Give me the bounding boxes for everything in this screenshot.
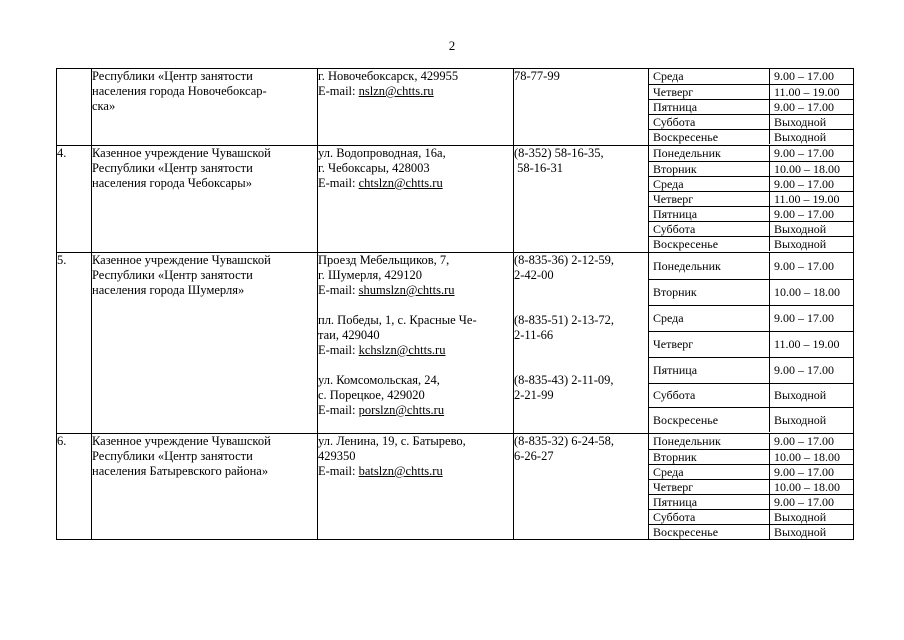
organization-name: Республики «Центр занятости населения города Новочебоксар- ска» (92, 69, 318, 146)
schedule-row: Суббота Выходной (649, 509, 853, 524)
schedule-row: Четверг 11.00 – 19.00 (649, 84, 853, 99)
phone-cell: 78-77-99 (514, 69, 649, 146)
phone-cell: (8-835-32) 6-24-58, 6-26-27 (514, 434, 649, 540)
organization-name: Казенное учреждение Чувашской Республики «Центр занятости населения Батыревского района» (92, 434, 318, 540)
schedule-row: Воскресенье Выходной (649, 407, 853, 432)
schedule-table (649, 434, 853, 539)
page-number: 2 (448, 38, 456, 53)
schedule-row: Четверг 11.00 – 19.00 (649, 191, 853, 206)
row-number: 5. (57, 253, 92, 434)
schedule-cell (649, 69, 854, 146)
address-cell: г. Новочебоксарск, 429955 E-mail: nslzn@chtts.ru (318, 69, 514, 146)
table-row (57, 146, 854, 253)
email-link[interactable]: batslzn@chtts.ru (358, 464, 443, 478)
row-number (57, 69, 92, 146)
email-link[interactable]: shumslzn@chtts.ru (358, 283, 455, 297)
schedule-row: Вторник 10.00 – 18.00 (649, 279, 853, 305)
schedule-row: Понедельник 9.00 – 17.00 (649, 434, 853, 449)
schedule-row: Суббота Выходной (649, 221, 853, 236)
address-cell: Проезд Мебельщиков, 7, г. Шумерля, 429120 E-mail: shumslzn@chtts.ru пл. Победы, 1, с. Красные Че- таи, 429040 E-mail: kchslzn@chtts.ru ул. Комсомольская, 24, с. Порецкое, 429020 E-mail: porslzn@chtts.ru (318, 253, 514, 434)
schedule-row: Четверг 10.00 – 18.00 (649, 479, 853, 494)
schedule-row: Понедельник 9.00 – 17.00 (649, 146, 853, 161)
schedule-row: Пятница 9.00 – 17.00 (649, 357, 853, 383)
email-link[interactable]: kchslzn@chtts.ru (358, 343, 446, 357)
address-cell: ул. Ленина, 19, с. Батырево, 429350 E-mail: batslzn@chtts.ru (318, 434, 514, 540)
schedule-row: Среда 9.00 – 17.00 (649, 464, 853, 479)
phone-cell: (8-352) 58-16-35, 58-16-31 (514, 146, 649, 253)
schedule-row: Воскресенье Выходной (649, 236, 853, 251)
email-link[interactable]: chtslzn@chtts.ru (358, 176, 443, 190)
schedule-table (649, 146, 853, 251)
schedule-row: Вторник 10.00 – 18.00 (649, 161, 853, 176)
table-row (57, 69, 854, 146)
schedule-row: Воскресенье Выходной (649, 129, 853, 144)
organization-name: Казенное учреждение Чувашской Республики «Центр занятости населения города Чебоксары» (92, 146, 318, 253)
schedule-cell (649, 434, 854, 540)
schedule-row: Суббота Выходной (649, 114, 853, 129)
organization-name: Казенное учреждение Чувашской Республики «Центр занятости населения города Шумерля» (92, 253, 318, 434)
schedule-row: Пятница 9.00 – 17.00 (649, 494, 853, 509)
schedule-row: Понедельник 9.00 – 17.00 (649, 253, 853, 279)
row-number: 6. (57, 434, 92, 540)
email-link[interactable]: porslzn@chtts.ru (358, 403, 445, 417)
schedule-row: Вторник 10.00 – 18.00 (649, 449, 853, 464)
row-number: 4. (57, 146, 92, 253)
schedule-row: Пятница 9.00 – 17.00 (649, 99, 853, 114)
table-row (57, 253, 854, 434)
schedule-row: Среда 9.00 – 17.00 (649, 69, 853, 84)
schedule-cell (649, 253, 854, 434)
phone-cell: (8-835-36) 2-12-59, 2-42-00 (8-835-51) 2-13-72, 2-11-66 (8-835-43) 2-11-09, 2-21-99 (514, 253, 649, 434)
address-cell: ул. Водопроводная, 16а, г. Чебоксары, 428003 E-mail: chtslzn@chtts.ru (318, 146, 514, 253)
schedule-table (649, 69, 853, 144)
schedule-table (649, 253, 853, 432)
table-row (57, 434, 854, 540)
employment-centers-table (56, 68, 854, 540)
email-link[interactable]: nslzn@chtts.ru (358, 84, 434, 98)
schedule-row: Воскресенье Выходной (649, 524, 853, 539)
schedule-row: Четверг 11.00 – 19.00 (649, 331, 853, 357)
schedule-cell (649, 146, 854, 253)
schedule-row: Среда 9.00 – 17.00 (649, 305, 853, 331)
schedule-row: Пятница 9.00 – 17.00 (649, 206, 853, 221)
schedule-row: Среда 9.00 – 17.00 (649, 176, 853, 191)
schedule-row: Суббота Выходной (649, 383, 853, 407)
